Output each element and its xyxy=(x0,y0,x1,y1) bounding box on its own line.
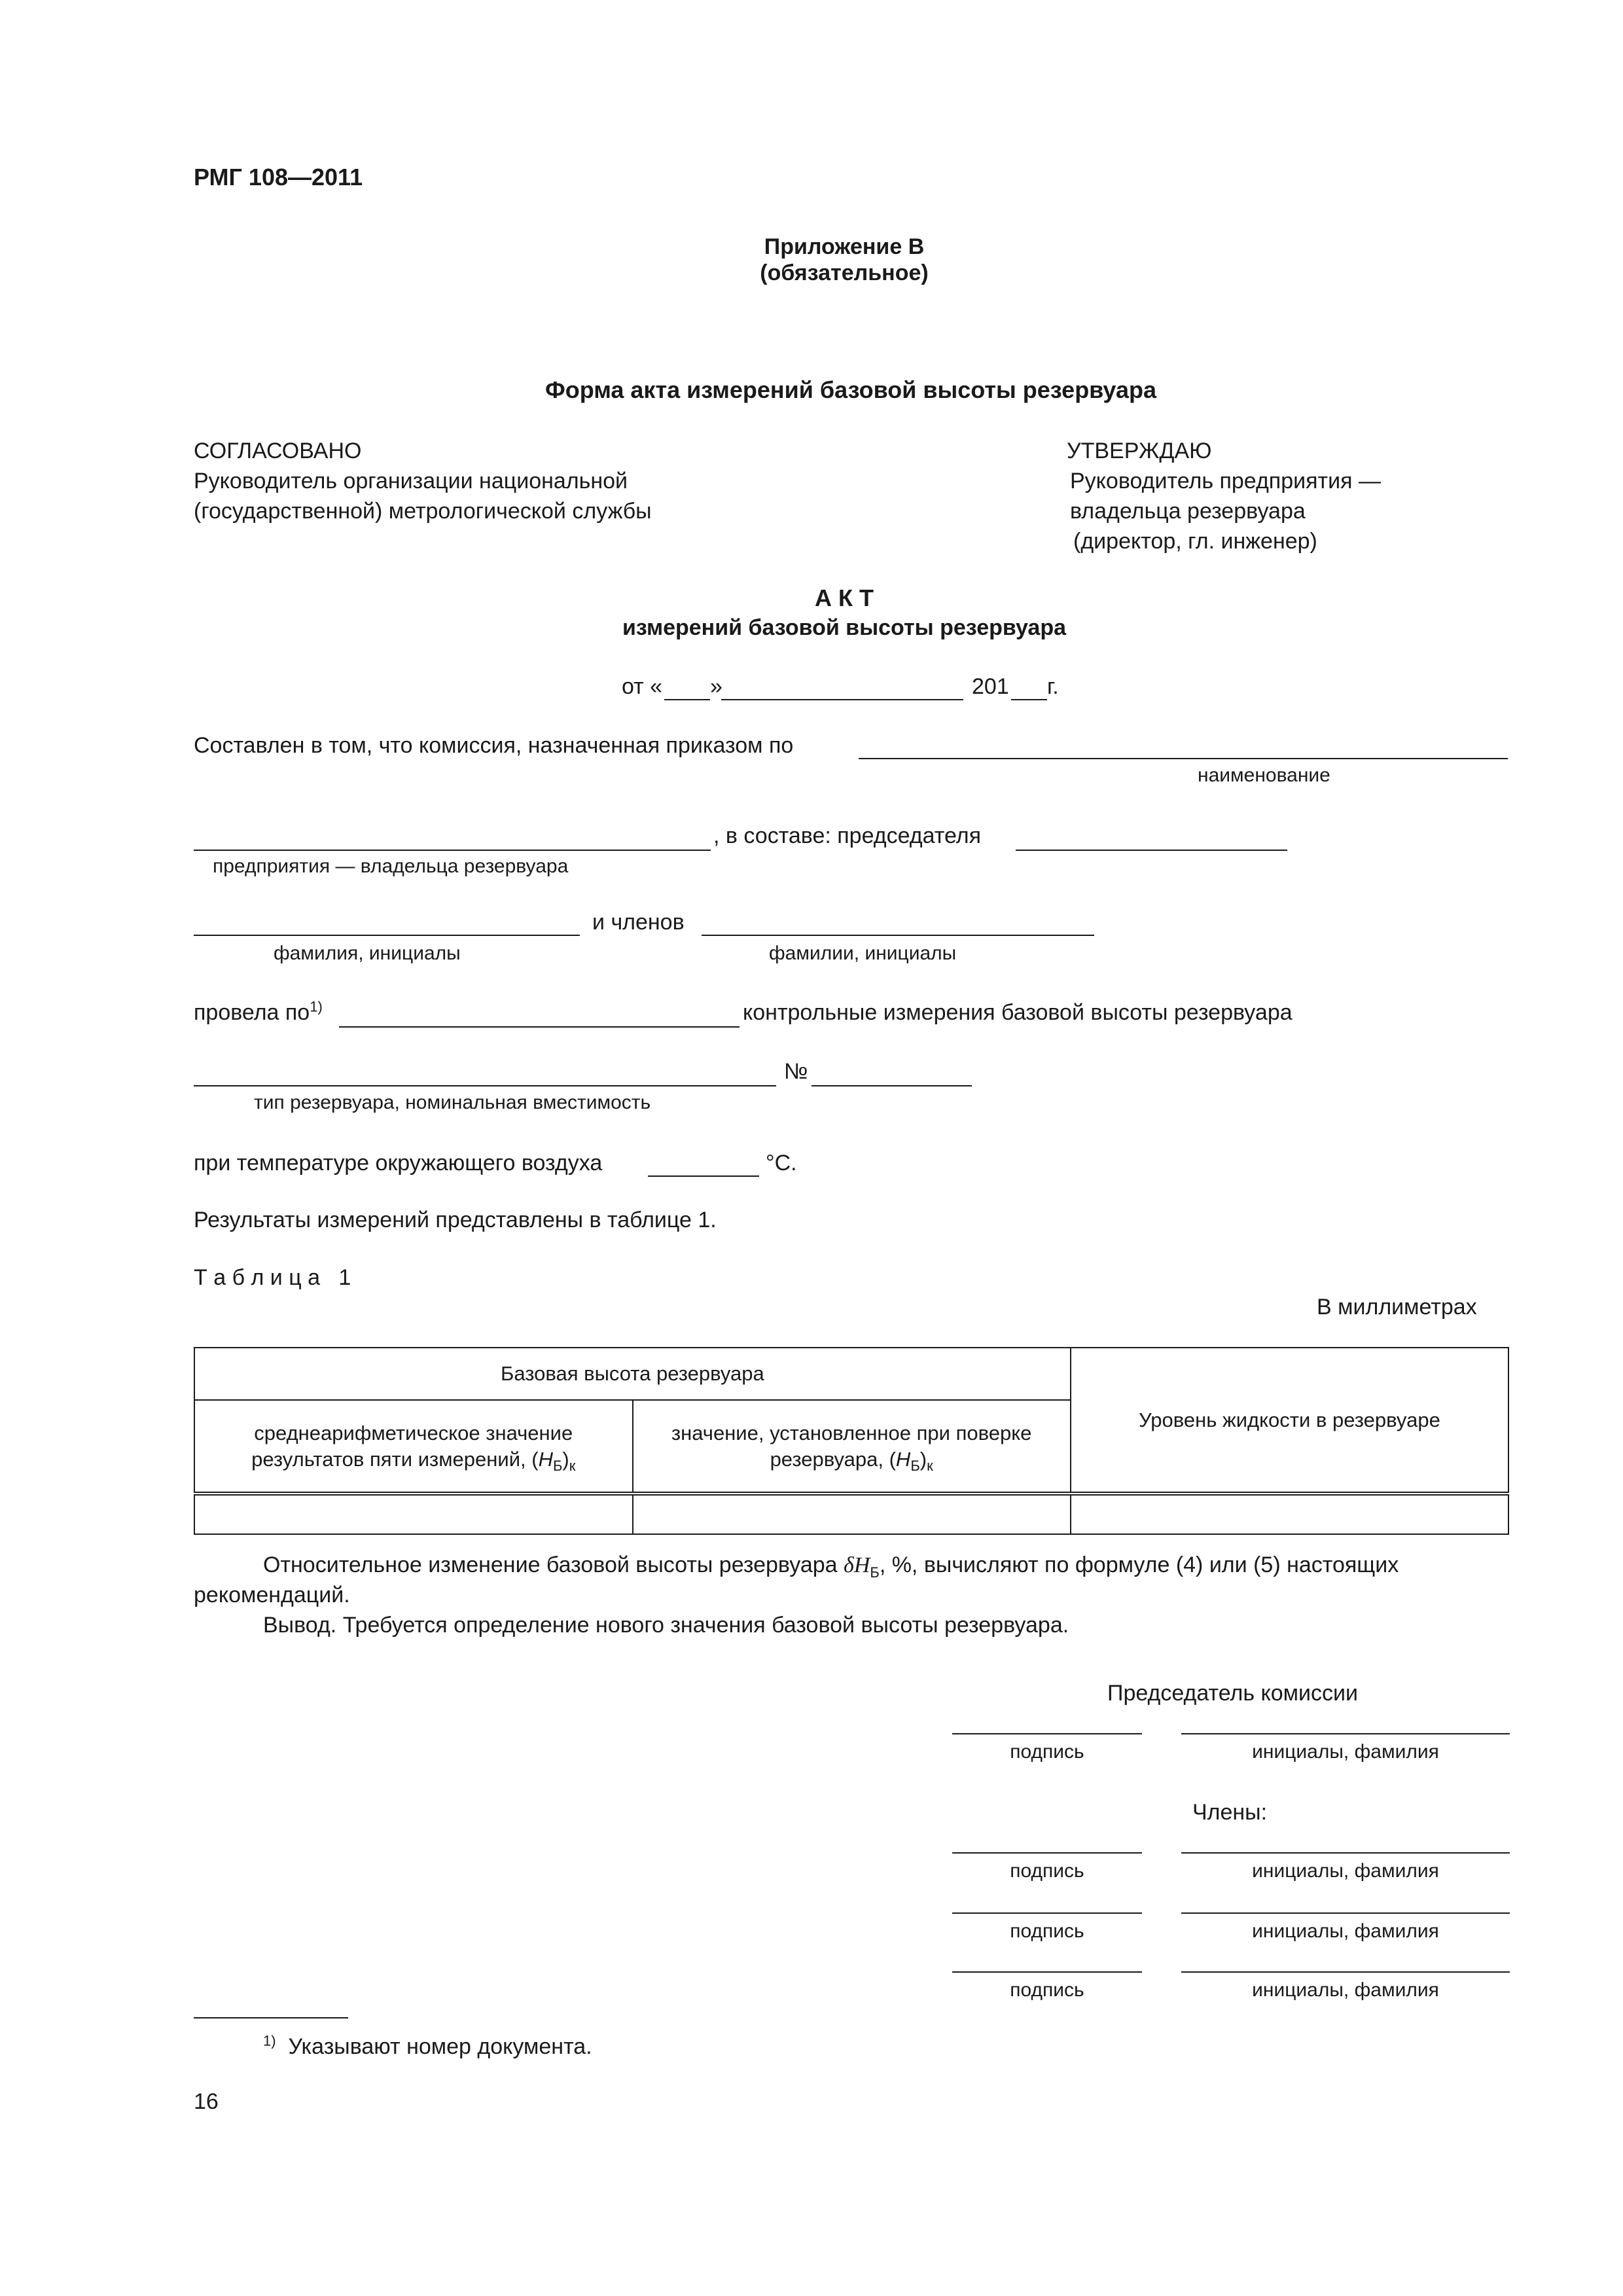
member1-signature-field[interactable] xyxy=(952,1852,1142,1854)
approval-left-label: СОГЛАСОВАНО xyxy=(194,439,362,463)
chairman-name-sign-field[interactable] xyxy=(1181,1733,1510,1734)
composed-text: Составлен в том, что комиссия, назначенная приказом по xyxy=(194,733,794,758)
caption-initials: инициалы, фамилия xyxy=(1252,1860,1439,1882)
col2-var: Н xyxy=(895,1447,911,1471)
table-row xyxy=(194,1494,1508,1534)
table-cell-liquid-level[interactable] xyxy=(1071,1494,1508,1534)
col1-var: Н xyxy=(538,1447,553,1471)
date-year-prefix: 201 xyxy=(972,674,1009,699)
document-code: РМГ 108—2011 xyxy=(194,164,363,190)
footnote-number: 1) xyxy=(263,2032,276,2049)
member2-signature-field[interactable] xyxy=(952,1912,1142,1914)
table-col-verification xyxy=(633,1400,1071,1494)
caption-signature: подпись xyxy=(1010,1920,1084,1942)
measurements-table xyxy=(194,1347,1509,1535)
act-subtitle: измерений базовой высоты резервуара xyxy=(622,615,1066,640)
appendix-title: Приложение В xyxy=(764,234,925,259)
date-year-field[interactable] xyxy=(1011,699,1047,700)
footnote xyxy=(263,2034,592,2060)
enterprise-field[interactable] xyxy=(194,850,711,851)
table-units: В миллиметрах xyxy=(1317,1295,1477,1319)
table-group-header: Базовая высота резервуара xyxy=(194,1348,1071,1400)
para1-b: , %, вычисляют по формуле (4) или (5) настоящих xyxy=(879,1552,1399,1577)
temperature-field[interactable] xyxy=(648,1175,759,1177)
approval-right-line3: (директор, гл. инженер) xyxy=(1073,529,1317,554)
chairman-signature-field[interactable] xyxy=(952,1733,1142,1734)
performed-text xyxy=(194,1000,323,1026)
col1-line1: среднеарифметическое значение xyxy=(254,1421,573,1444)
member2-name-field[interactable] xyxy=(1181,1912,1510,1914)
tank-number-field[interactable] xyxy=(812,1085,972,1086)
form-title: Форма акта измерений базовой высоты резервуара xyxy=(545,376,1156,403)
footnote-text: Указывают номер документа. xyxy=(288,2034,592,2059)
member3-name-field[interactable] xyxy=(1181,1971,1510,1973)
col2-line1: значение, установленное при поверке xyxy=(671,1421,1032,1444)
approval-left-line1: Руководитель организации национальной xyxy=(194,469,628,493)
results-text: Результаты измерений представлены в таблице 1. xyxy=(194,1208,717,1232)
caption-signature: подпись xyxy=(1010,1741,1084,1763)
temperature-unit: °С. xyxy=(766,1151,797,1175)
tank-type-field[interactable] xyxy=(194,1085,776,1086)
caption-name: наименование xyxy=(1198,764,1330,786)
member3-signature-field[interactable] xyxy=(952,1971,1142,1973)
col1-close: ) xyxy=(562,1447,569,1471)
caption-initials: инициалы, фамилия xyxy=(1252,1979,1439,2001)
order-org-field[interactable] xyxy=(859,758,1508,759)
table-col-average xyxy=(194,1400,633,1494)
footnote-divider xyxy=(194,2017,348,2018)
table-label: Т а б л и ц а 1 xyxy=(194,1265,351,1290)
para1-a: Относительное изменение базовой высоты резервуара xyxy=(263,1552,844,1577)
members-text: и членов xyxy=(592,910,685,935)
relative-change-text xyxy=(263,1552,1399,1581)
caption-signature: подпись xyxy=(1010,1860,1084,1882)
col2-line2: резервуара, ( xyxy=(770,1447,896,1471)
para1-delta: δН xyxy=(844,1553,870,1577)
col1-line2: результатов пяти измерений, ( xyxy=(251,1447,539,1471)
caption-initials: инициалы, фамилия xyxy=(1252,1920,1439,1942)
date-quote-close: » xyxy=(710,674,722,699)
act-title: А К Т xyxy=(815,584,874,611)
chairman-field[interactable] xyxy=(1016,850,1287,851)
relative-change-text-end: рекомендаций. xyxy=(194,1583,350,1607)
performed-prefix: провела по xyxy=(194,1000,310,1025)
table-col-liquid-level: Уровень жидкости в резервуаре xyxy=(1071,1348,1508,1494)
document-number-field[interactable] xyxy=(339,1026,740,1028)
appendix-status: (обязательное) xyxy=(760,260,929,285)
caption-enterprise: предприятия — владельца резервуара xyxy=(213,855,569,877)
temperature-text: при температуре окружающего воздуха xyxy=(194,1151,603,1175)
performed-suffix: контрольные измерения базовой высоты резервуара xyxy=(743,1000,1293,1025)
caption-surnames: фамилии, инициалы xyxy=(769,942,957,964)
chairman-name-field[interactable] xyxy=(194,935,580,936)
col2-close: ) xyxy=(919,1447,927,1471)
para1-sub: Б xyxy=(870,1564,880,1581)
date-month-field[interactable] xyxy=(721,699,963,700)
table-cell-verification[interactable] xyxy=(633,1494,1071,1534)
col2-subk: к xyxy=(927,1457,933,1474)
caption-signature: подпись xyxy=(1010,1979,1084,2001)
col2-sub: Б xyxy=(910,1457,920,1474)
approval-right-label: УТВЕРЖДАЮ xyxy=(1067,439,1212,463)
conclusion-text: Вывод. Требуется определение нового значения базовой высоты резервуара. xyxy=(263,1613,1069,1638)
caption-tank-type: тип резервуара, номинальная вместимость xyxy=(254,1092,651,1113)
members-names-field[interactable] xyxy=(702,935,1094,936)
approval-right-line2: владельца резервуара xyxy=(1070,499,1306,524)
page-number: 16 xyxy=(194,2089,219,2114)
col1-sub: Б xyxy=(552,1457,563,1474)
date-prefix: от « xyxy=(622,674,663,699)
member1-name-field[interactable] xyxy=(1181,1852,1510,1854)
chairman-label: Председатель комиссии xyxy=(1107,1681,1358,1706)
date-year-suffix: г. xyxy=(1047,674,1059,699)
caption-surname: фамилия, инициалы xyxy=(274,942,461,964)
number-sign: № xyxy=(784,1059,808,1084)
date-day-field[interactable] xyxy=(664,699,710,700)
members-label: Члены: xyxy=(1192,1800,1268,1825)
composition-text: , в составе: председателя xyxy=(713,823,981,848)
caption-initials: инициалы, фамилия xyxy=(1252,1741,1439,1763)
col1-subk: к xyxy=(569,1457,576,1474)
table-cell-average[interactable] xyxy=(194,1494,633,1534)
approval-right-line1: Руководитель предприятия — xyxy=(1070,469,1381,493)
approval-left-line2: (государственной) метрологической службы xyxy=(194,499,652,524)
footnote-ref: 1) xyxy=(310,998,323,1015)
